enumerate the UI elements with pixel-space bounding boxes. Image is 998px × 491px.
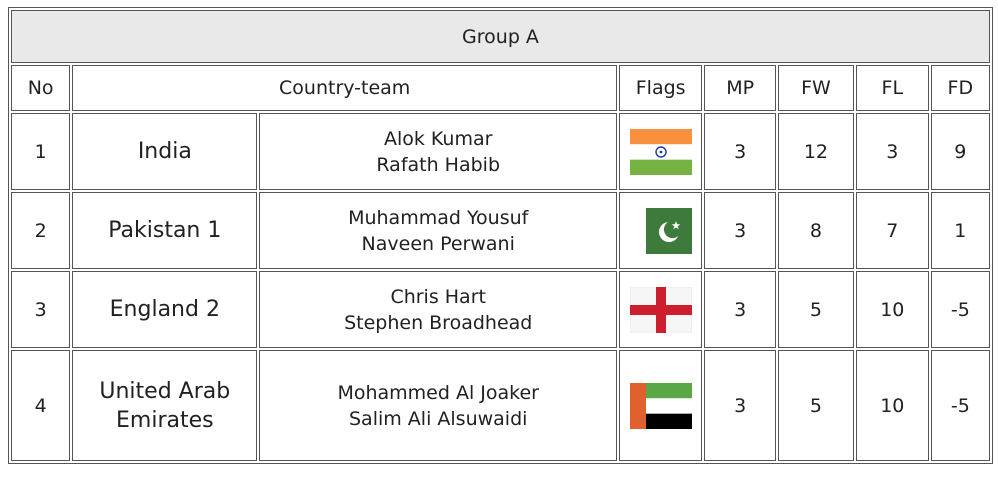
players-cell xyxy=(259,271,617,348)
player-name: Salim Ali Alsuwaidi xyxy=(349,407,528,430)
fl-value: 7 xyxy=(856,192,929,269)
mp-value: 3 xyxy=(704,350,776,461)
header-flags: Flags xyxy=(619,65,702,111)
group-a-table xyxy=(8,7,993,464)
header-country-team: Country-team xyxy=(72,65,617,111)
player-name: Rafath Habib xyxy=(376,153,501,176)
table-row xyxy=(11,271,990,348)
player-name: Stephen Broadhead xyxy=(344,311,533,334)
row-no: 3 xyxy=(11,271,70,348)
players-cell xyxy=(259,350,617,461)
country-name: India xyxy=(72,113,257,190)
row-no: 1 xyxy=(11,113,70,190)
table-row xyxy=(11,113,990,190)
country-name: United Arab Emirates xyxy=(72,350,257,461)
mp-value: 3 xyxy=(704,271,776,348)
row-no: 4 xyxy=(11,350,70,461)
mp-value: 3 xyxy=(704,113,776,190)
player-name: Muhammad Yousuf xyxy=(348,206,529,229)
player-name: Chris Hart xyxy=(390,285,486,308)
players-cell xyxy=(259,113,617,190)
fd-value: -5 xyxy=(931,271,990,348)
fl-value: 10 xyxy=(856,271,929,348)
fw-value: 5 xyxy=(778,271,854,348)
flag-cell xyxy=(619,192,702,269)
india-flag-icon[interactable] xyxy=(630,129,692,175)
flag-cell xyxy=(619,113,702,190)
country-name: England 2 xyxy=(72,271,257,348)
country-name: Pakistan 1 xyxy=(72,192,257,269)
fw-value: 5 xyxy=(778,350,854,461)
table-row xyxy=(11,192,990,269)
flag-cell xyxy=(619,271,702,348)
table-row xyxy=(11,350,990,461)
player-name: Naveen Perwani xyxy=(361,232,515,255)
england-flag-icon[interactable] xyxy=(630,287,692,333)
player-name: Alok Kumar xyxy=(383,127,493,150)
header-mp: MP xyxy=(704,65,776,111)
fd-value: -5 xyxy=(931,350,990,461)
fl-value: 3 xyxy=(856,113,929,190)
flag-cell xyxy=(619,350,702,461)
fd-value: 9 xyxy=(931,113,990,190)
row-no: 2 xyxy=(11,192,70,269)
fd-value: 1 xyxy=(931,192,990,269)
fw-value: 12 xyxy=(778,113,854,190)
header-fd: FD xyxy=(931,65,990,111)
header-fl: FL xyxy=(856,65,929,111)
header-no: No xyxy=(11,65,70,111)
uae-flag-icon[interactable] xyxy=(630,383,692,429)
fl-value: 10 xyxy=(856,350,929,461)
group-title: Group A xyxy=(11,10,990,63)
mp-value: 3 xyxy=(704,192,776,269)
players-cell xyxy=(259,192,617,269)
player-name: Mohammed Al Joaker xyxy=(337,381,539,404)
fw-value: 8 xyxy=(778,192,854,269)
pakistan-flag-icon[interactable] xyxy=(630,208,692,254)
header-fw: FW xyxy=(778,65,854,111)
